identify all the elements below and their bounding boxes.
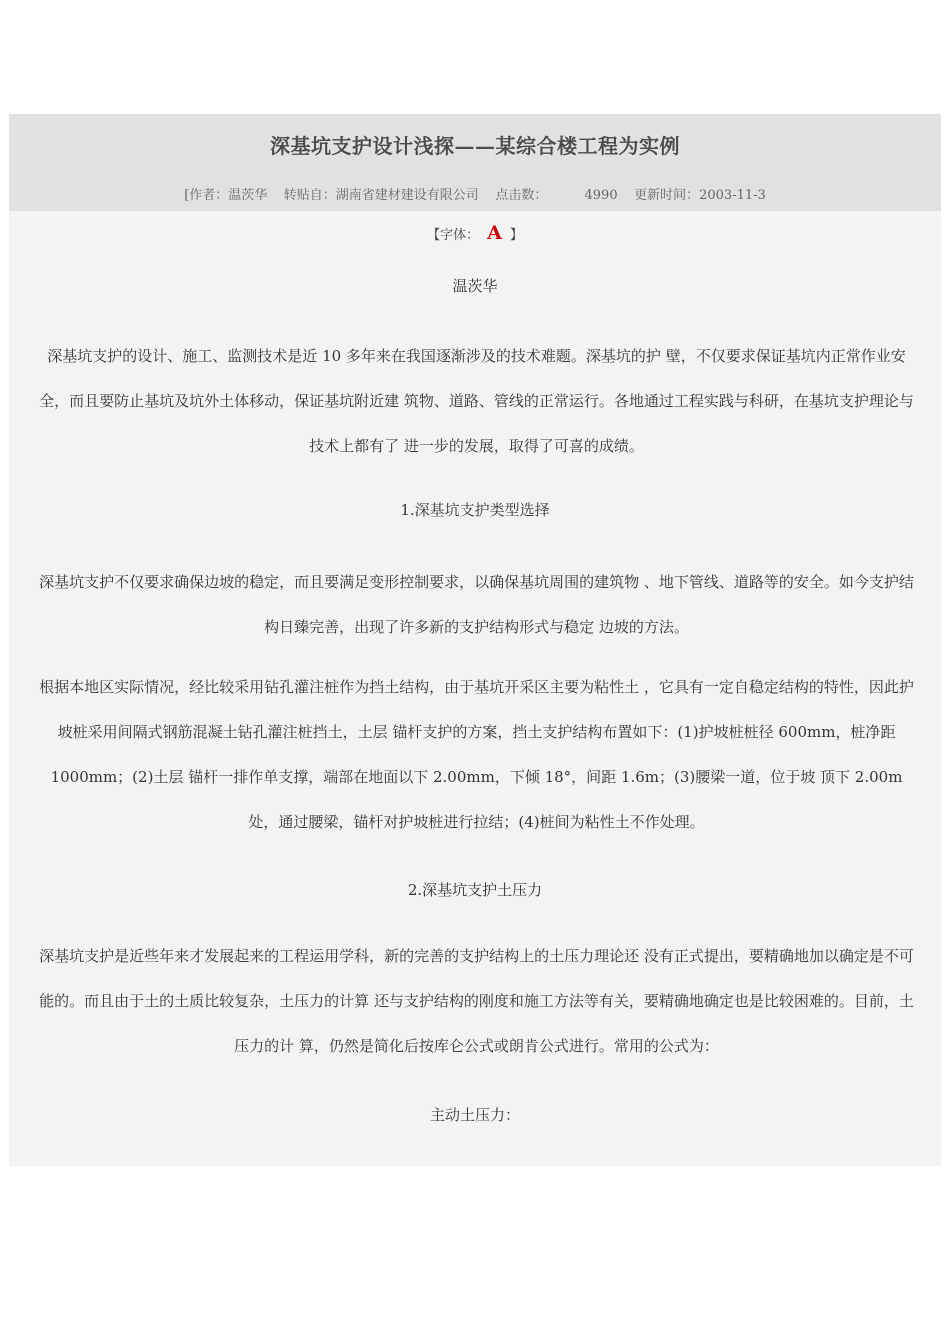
article-byline: 温茨华: [452, 277, 498, 295]
font-size-bar: [9, 222, 941, 244]
font-bar-open: 【字体：: [427, 228, 480, 243]
article-panel: [9, 114, 941, 1166]
active-earth-pressure-label: 主动土压力：: [429, 1106, 520, 1124]
section-1-heading: 1.深基坑支护类型选择: [400, 501, 550, 519]
section-1-paragraph-1: 深基坑支护不仅要求确保边坡的稳定，而且要满足变形控制要求，以确保基坑周围的建筑物 、地下管线、道路等的安全。如今支护结构日臻完善，出现了许多新的支护结构形式与稳定 边坡的方法。: [39, 573, 914, 636]
section-1-paragraph-2: 根据本地区实际情况，经比较采用钻孔灌注桩作为挡土结构，由于基坑开采区主要为粘性土 ，它具有一定自稳定结构的特性，因此护坡桩采用间隔式钢筋混凝土钻孔灌注桩挡土，土层 锚杆支护的方案，挡土支护结构布置如下：(1)护坡桩桩径 600mm，桩净距 1000mm；(2)土层 锚杆一排作单支撑，端部在地面以下 2.00mm，下倾 18°，间距 1.6m；(3)腰梁一道，位于坡 顶下 2.00m 处，通过腰梁，锚杆对护坡桩进行拉结；(4)桩间为粘性土不作处理。: [39, 678, 914, 831]
font-bar-close: 】: [509, 228, 523, 243]
section-2-heading: 2.深基坑支护土压力: [407, 881, 543, 899]
intro-paragraph: 深基坑支护的设计、施工、监测技术是近 10 多年来在我国逐渐涉及的技术难题。深基坑的护 壁，不仅要求保证基坑内正常作业安全，而且要防止基坑及坑外土体移动，保证基坑附近建 筑物、道路、管线的正常运行。各地通过工程实践与科研，在基坑支护理论与技术上都有了 进一步的发展，取得了可喜的成绩。: [39, 347, 914, 455]
article-title: 深基坑支护设计浅探——某综合楼工程为实例: [270, 134, 680, 158]
font-size-toggle[interactable]: A: [487, 222, 502, 244]
section-2-paragraph-1: 深基坑支护是近些年来才发展起来的工程运用学科，新的完善的支护结构上的土压力理论还 没有正式提出，要精确地加以确定是不可能的。而且由于土的土质比较复杂，土压力的计算 还与支护结构的刚度和施工方法等有关，要精确地确定也是比较困难的。目前，土压力的计 算，仍然是简化后按库仑公式或朗肯公式进行。常用的公式为：: [39, 947, 914, 1055]
article-meta: [作者：温茨华 转贴自：湖南省建材建设有限公司 点击数： 4990 更新时间：2003-11-3: [184, 188, 766, 203]
article-header: [9, 114, 941, 211]
